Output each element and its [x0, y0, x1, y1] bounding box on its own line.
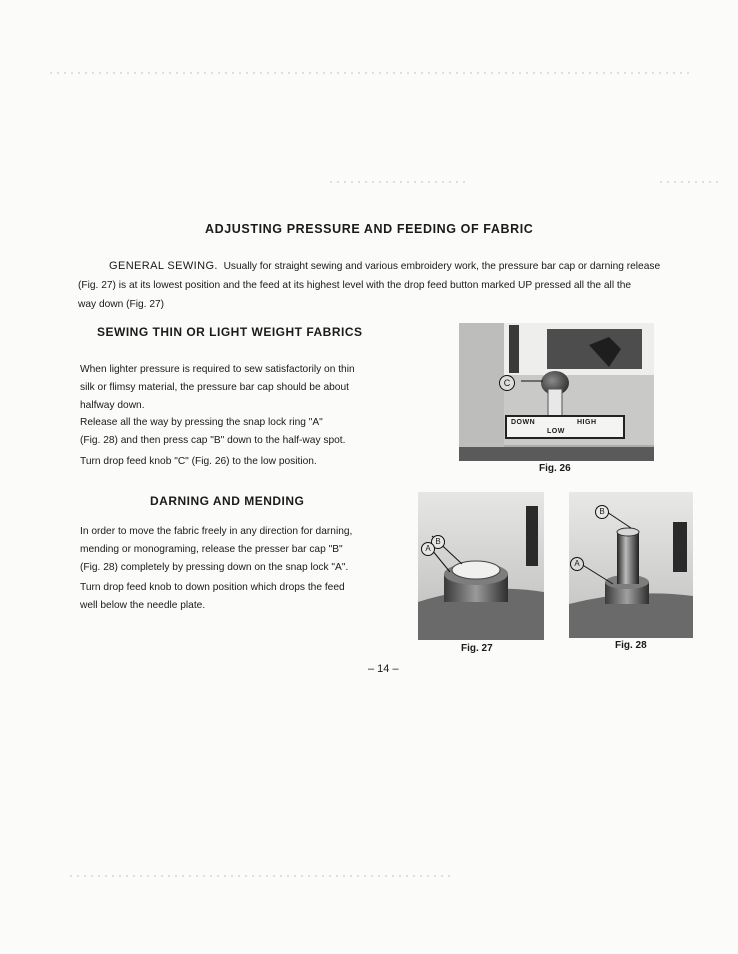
callout-c: C: [499, 375, 515, 391]
pressure-bar-cap-high-illustration: [569, 492, 693, 638]
text-line: halfway down.: [80, 400, 145, 411]
page-title: ADJUSTING PRESSURE AND FEEDING OF FABRIC: [205, 222, 534, 236]
darning-paragraph-2: [80, 579, 400, 615]
thin-fabrics-paragraph-3: [80, 453, 390, 471]
callout-b: B: [595, 505, 609, 519]
text-line: Turn drop feed knob "C" (Fig. 26) to the low position.: [80, 456, 317, 467]
text-line: Release all the way by pressing the snap lock ring "A": [80, 417, 323, 428]
text-line: well below the needle plate.: [80, 600, 206, 611]
darning-paragraph-1: [80, 523, 400, 577]
text-line: (Fig. 28) completely by pressing down on the snap lock "A".: [80, 562, 349, 573]
callout-a: A: [421, 542, 435, 556]
figure-27-photo: [418, 492, 544, 640]
general-sewing-line: (Fig. 27) is at its lowest position and the feed at its highest level with the drop feed button marked UP pressed all the all the: [78, 280, 632, 291]
drop-feed-knob-illustration: [459, 323, 654, 461]
pressure-bar-cap-low-illustration: [418, 492, 544, 640]
figure-26-caption: Fig. 26: [539, 463, 571, 474]
thin-fabrics-paragraph-2: [80, 414, 390, 450]
dial-label-high: HIGH: [577, 419, 597, 426]
section-heading-darning: DARNING AND MENDING: [150, 494, 305, 508]
general-sewing-line: way down (Fig. 27): [78, 299, 165, 310]
figure-27-caption: Fig. 27: [461, 643, 493, 654]
dial-label-down: DOWN: [511, 419, 536, 426]
scan-noise: [50, 72, 690, 74]
scan-noise: [330, 181, 470, 183]
text-line: mending or monograming, release the presser bar cap "B": [80, 544, 343, 555]
text-line: (Fig. 28) and then press cap "B" down to the half-way spot.: [80, 435, 346, 446]
figure-26-photo: [459, 323, 654, 461]
page-number: – 14 –: [368, 663, 399, 675]
figure-28-caption: Fig. 28: [615, 640, 647, 651]
scan-noise: [660, 181, 720, 183]
text-line: Turn drop feed knob to down position which drops the feed: [80, 582, 345, 593]
callout-b: B: [431, 535, 445, 549]
figure-28-photo: [569, 492, 693, 638]
dial-label-low: LOW: [547, 428, 565, 435]
general-sewing-line: Usually for straight sewing and various embroidery work, the pressure bar cap or darning release: [223, 261, 661, 272]
section-heading-thin-fabrics: SEWING THIN OR LIGHT WEIGHT FABRICS: [97, 325, 363, 339]
scan-noise: [70, 875, 450, 877]
text-line: When lighter pressure is required to sew satisfactorily on thin: [80, 364, 355, 375]
callout-a: A: [570, 557, 584, 571]
general-sewing-paragraph: [78, 257, 698, 314]
general-sewing-lead: GENERAL SEWING.: [109, 260, 218, 272]
text-line: In order to move the fabric freely in any direction for darning,: [80, 526, 353, 537]
thin-fabrics-paragraph-1: [80, 361, 390, 415]
text-line: silk or flimsy material, the pressure bar cap should be about: [80, 382, 349, 393]
